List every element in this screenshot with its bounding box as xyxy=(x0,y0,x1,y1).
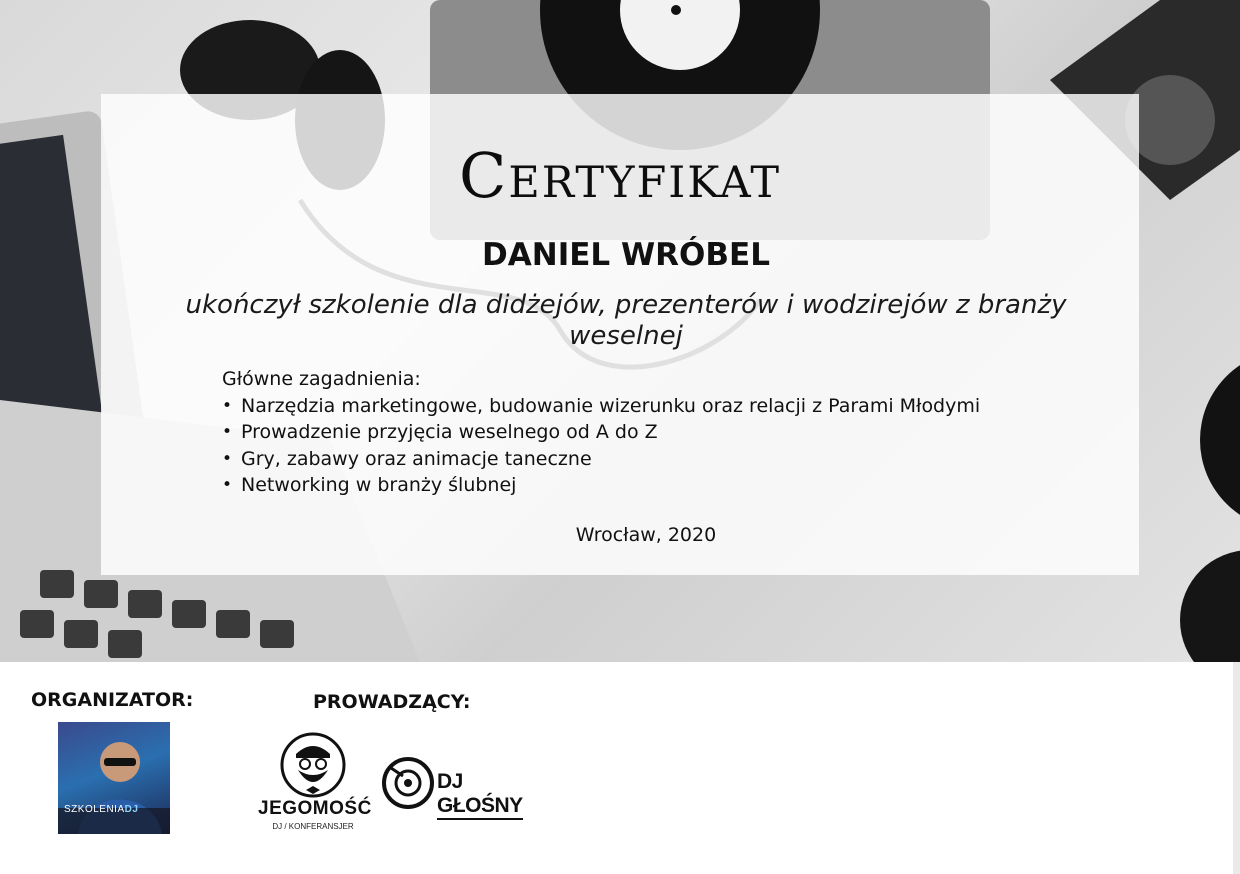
page-edge xyxy=(1233,662,1240,874)
certificate-subtitle: ukończył szkolenie dla didżejów, prezenterów i wodzirejów z branży weselnej xyxy=(185,290,1067,351)
hosts-label: PROWADZĄCY: xyxy=(313,691,471,713)
topics-section xyxy=(222,366,1042,499)
organizer-photo-illustration xyxy=(58,722,170,834)
topics-heading: Główne zagadnienia: xyxy=(222,368,421,390)
host-logo-djglosny xyxy=(381,756,523,817)
host2-brand: DJ GŁOŚNY xyxy=(437,770,523,820)
organizer-logo-text: SZKOLENIADJ xyxy=(64,804,139,815)
certificate-title: Certyfikat xyxy=(458,139,782,212)
bearded-man-icon xyxy=(258,732,368,798)
topic-item: • Narzędzia marketingowe, budowanie wizerunku oraz relacji z Parami Młodymi xyxy=(222,393,1042,420)
topic-item: • Networking w branży ślubnej xyxy=(222,472,1042,499)
host1-tagline: DJ / KONFERANSJER xyxy=(272,822,354,831)
topics-list xyxy=(222,393,1042,499)
host1-brand: JEGOMOŚĆ xyxy=(258,798,372,819)
host-logo-jegomosc xyxy=(258,732,372,834)
organizer-label: ORGANIZATOR: xyxy=(31,689,194,711)
recipient-name: DANIEL WRÓBEL xyxy=(482,237,770,273)
topic-item: • Prowadzenie przyjęcia weselnego od A do Z xyxy=(222,419,1042,446)
place-date: Wrocław, 2020 xyxy=(575,524,717,546)
topic-item: • Gry, zabawy oraz animacje taneczne xyxy=(222,446,1042,473)
vinyl-record-icon xyxy=(381,756,435,810)
organizer-logo xyxy=(58,722,170,834)
